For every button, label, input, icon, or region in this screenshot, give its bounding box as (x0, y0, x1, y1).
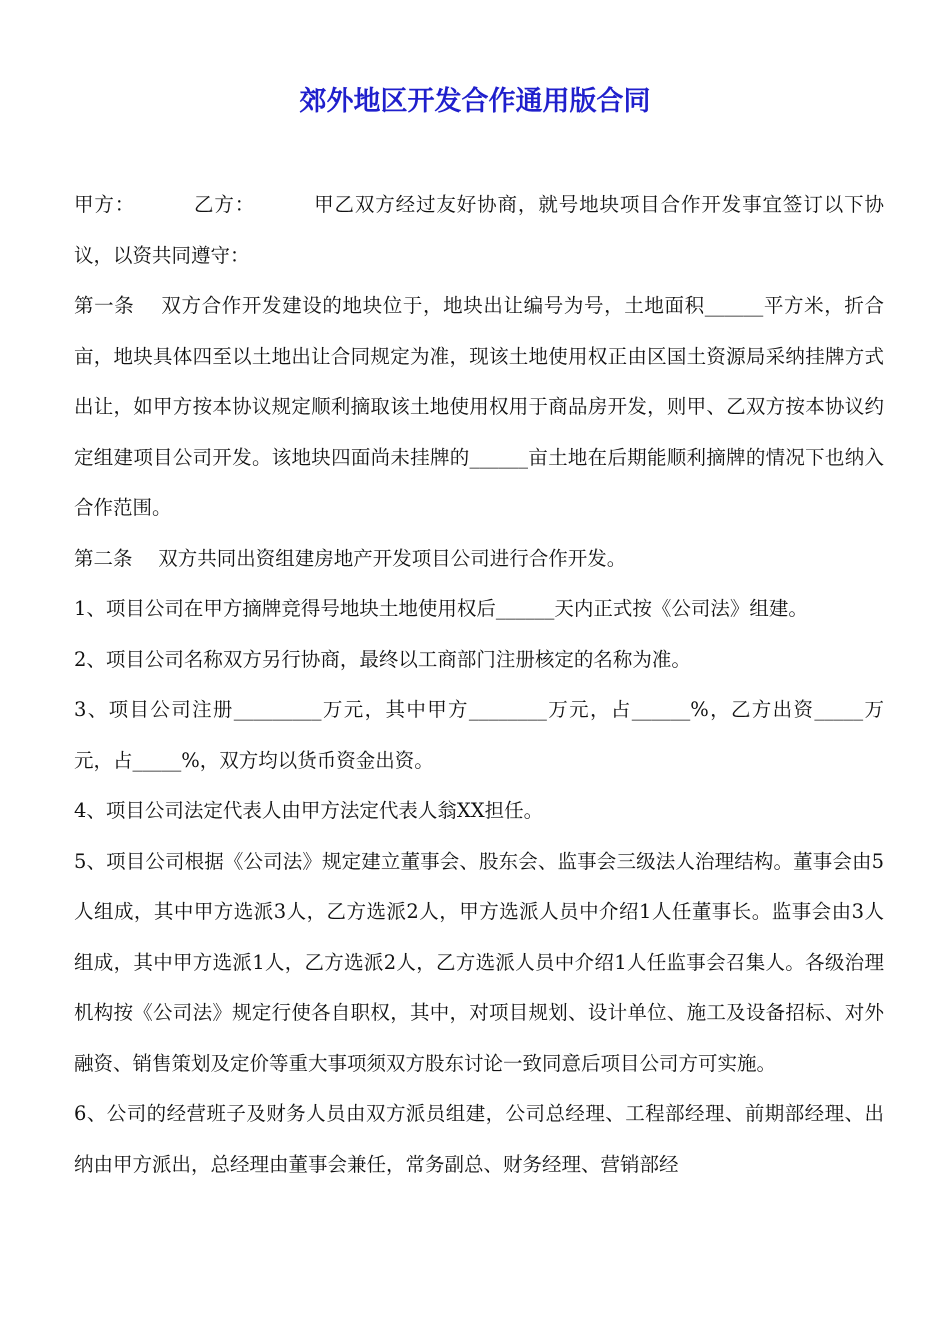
intro-text: 甲乙双方经过友好协商，就号地块项目合作开发事宜签订以下协议，以资共同遵守： (74, 193, 884, 267)
document-title: 郊外地区开发合作通用版合同 (299, 86, 651, 117)
clause-3: 3、项目公司注册_________万元，其中甲方________万元，占______%，乙方出资_____万元，占_____%，双方均以货币资金出资。 (74, 698, 884, 772)
document-body (74, 180, 884, 1190)
clause-1: 1、项目公司在甲方摘牌竞得号地块土地使用权后______天内正式按《公司法》组建。 (74, 597, 808, 620)
article-2: 第二条 双方共同出资组建房地产开发项目公司进行合作开发。 (74, 546, 627, 570)
article-1: 第一条 双方合作开发建设的地块位于，地块出让编号为号，土地面积______平方米，折合亩，地块具体四至以土地出让合同规定为准，现该土地使用权正由区国土资源局采纳挂牌方式出让，如甲方按本协议规定顺利摘取该土地使用权用于商品房开发，则甲、乙双方按本协议约定组建项目公司开发。该地块四面尚未挂牌的______亩土地在后期能顺利摘牌的情况下也纳入合作范围。 (74, 294, 884, 519)
clause-4: 4、项目公司法定代表人由甲方法定代表人翁XX担任。 (74, 799, 544, 822)
clause-2: 2、项目公司名称双方另行协商，最终以工商部门注册核定的名称为准。 (74, 647, 691, 671)
party-a-label: 甲方： (74, 193, 136, 216)
intro-paragraph (74, 180, 884, 281)
clause-6: 6、公司的经营班子及财务人员由双方派员组建，公司总经理、工程部经理、前期部经理、出纳由甲方派出，总经理由董事会兼任，常务副总、财务经理、营销部经 (74, 1102, 884, 1176)
clause-5: 5、项目公司根据《公司法》规定建立董事会、股东会、监事会三级法人治理结构。董事会由5人组成，其中甲方选派3人，乙方选派2人，甲方选派人员中介绍1人任董事长。监事会由3人组成，其中甲方选派1人，乙方选派2人，乙方选派人员中介绍1人任监事会召集人。各级治理机构按《公司法》规定行使各自职权，其中，对项目规划、设计单位、施工及设备招标、对外融资、销售策划及定价等重大事项须双方股东讨论一致同意后项目公司方可实施。 (74, 849, 884, 1075)
party-b-label: 乙方： (193, 193, 256, 216)
